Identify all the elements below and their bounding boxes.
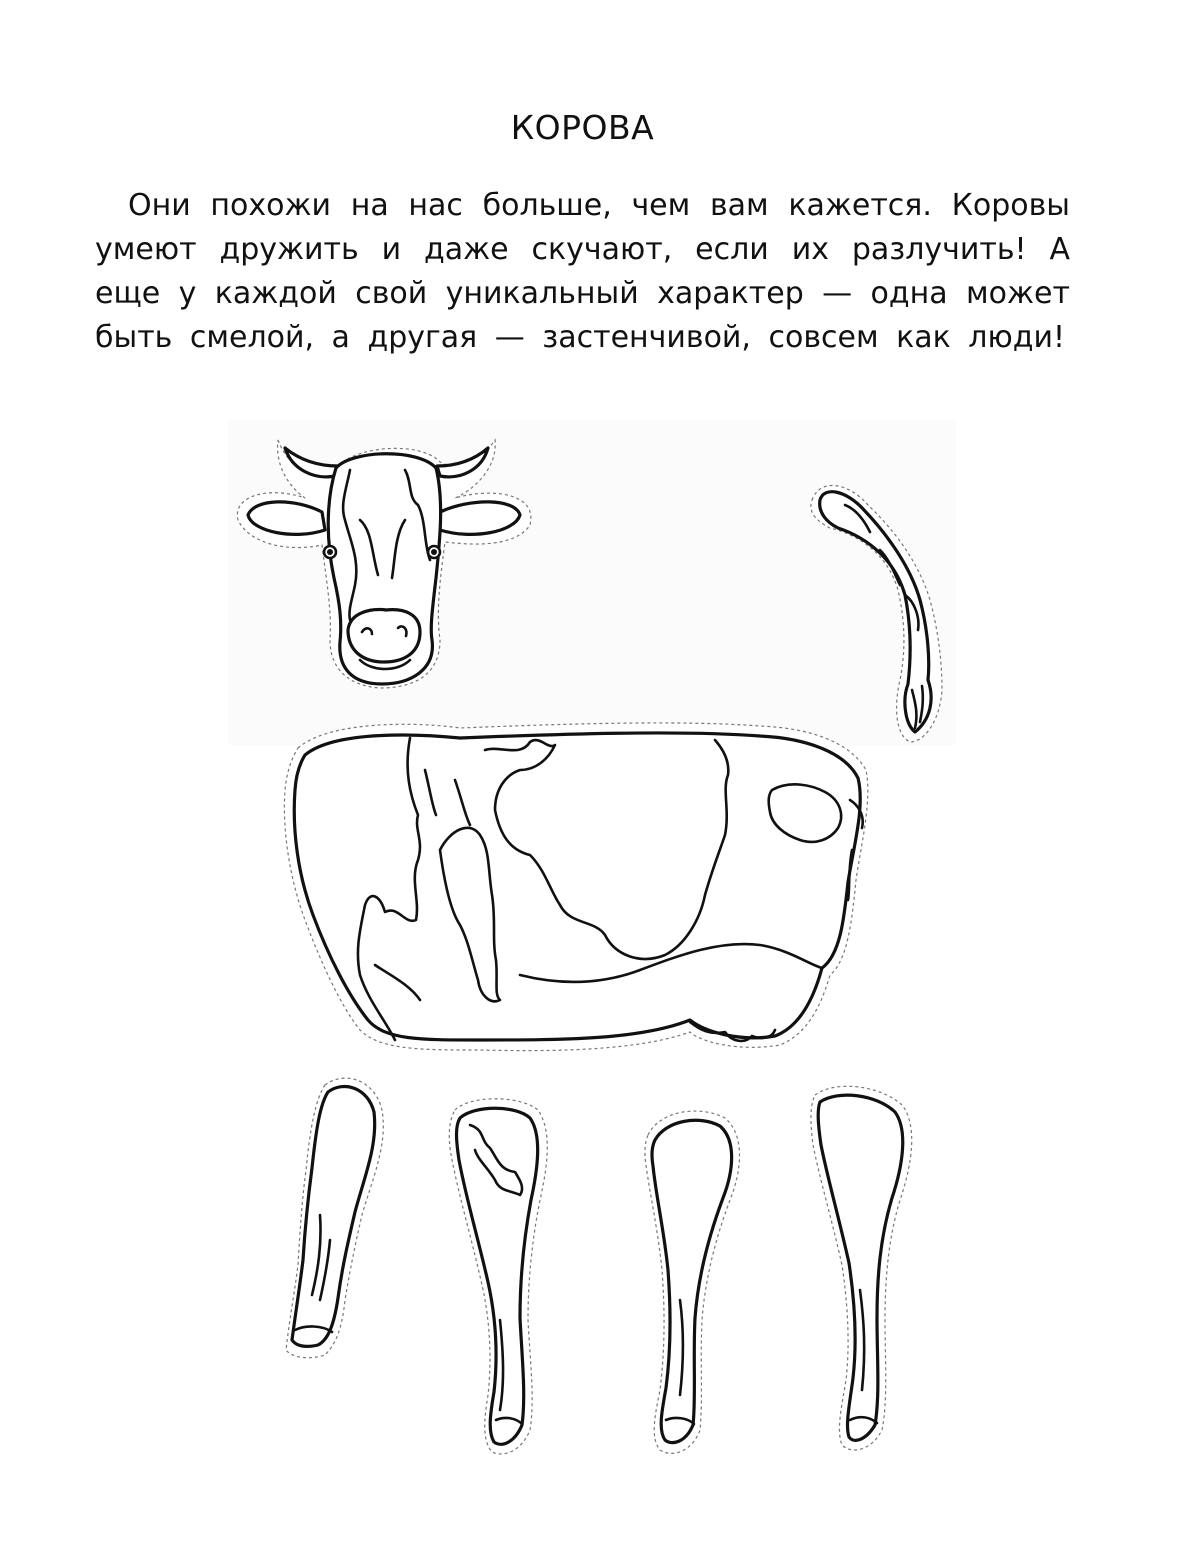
cow-leg-piece-3[interactable]: [645, 1111, 740, 1453]
cow-leg-piece-1[interactable]: [286, 1078, 383, 1358]
page-title: КОРОВА: [510, 108, 655, 147]
intro-paragraph: Они похожи на нас больше, чем вам кажется. Коровы умеют дружить и даже скучают, если их разлучить! А еще у каждой свой уникальный характер — одна может быть смелой, а другая — застенчивой, совсем как люди!: [95, 188, 1070, 355]
cow-body-piece[interactable]: [284, 723, 867, 1051]
cow-leg-piece-2[interactable]: [449, 1099, 547, 1454]
cow-leg-piece-4[interactable]: [811, 1086, 912, 1450]
